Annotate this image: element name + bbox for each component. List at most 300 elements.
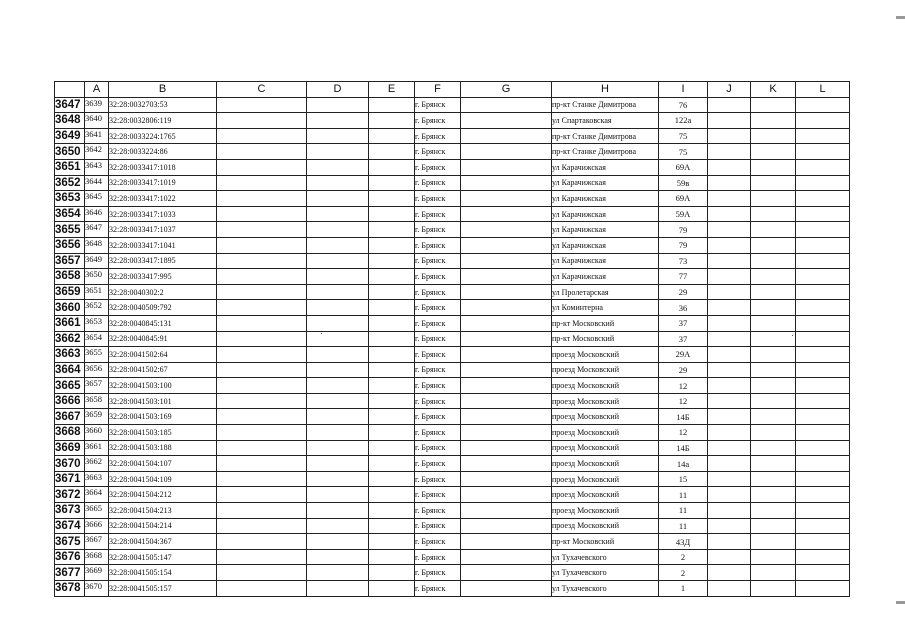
cell-cadastral-number: 32:28:0033417:1041 [109, 237, 217, 253]
cell-k [751, 175, 796, 191]
cell-a: 3667 [85, 534, 109, 550]
row-number-cell: 3663 [55, 347, 85, 363]
cell-c [217, 331, 307, 347]
cell-city: г. Брянск [415, 253, 461, 269]
cell-cadastral-number: 32:28:0041505:154 [109, 565, 217, 581]
cell-k [751, 331, 796, 347]
cell-j [708, 113, 751, 129]
cell-house-number: 15 [659, 471, 708, 487]
cell-d [307, 393, 369, 409]
cell-city: г. Брянск [415, 191, 461, 207]
cell-c [217, 487, 307, 503]
cell-e [369, 284, 415, 300]
cell-l [796, 144, 850, 160]
column-header-c: C [217, 82, 307, 98]
column-header-f: F [415, 82, 461, 98]
cell-house-number: 79 [659, 222, 708, 238]
cell-a: 3661 [85, 440, 109, 456]
cell-c [217, 284, 307, 300]
spreadsheet-table [54, 81, 850, 597]
cell-street: ул Спартаковская [552, 113, 659, 129]
table-row [55, 425, 850, 441]
cell-city: г. Брянск [415, 503, 461, 519]
cell-l [796, 471, 850, 487]
cell-k [751, 347, 796, 363]
cell-d [307, 206, 369, 222]
table-row [55, 315, 850, 331]
cell-a: 3658 [85, 393, 109, 409]
cell-house-number: 11 [659, 487, 708, 503]
cell-a: 3662 [85, 456, 109, 472]
cell-c [217, 456, 307, 472]
column-header-row [55, 82, 850, 98]
cell-city: г. Брянск [415, 378, 461, 394]
row-number-cell: 3670 [55, 456, 85, 472]
table-row [55, 393, 850, 409]
cell-d [307, 409, 369, 425]
cell-a: 3651 [85, 284, 109, 300]
cell-house-number: 14Б [659, 409, 708, 425]
cell-e [369, 113, 415, 129]
row-number-cell: 3672 [55, 487, 85, 503]
cell-city: г. Брянск [415, 237, 461, 253]
cell-house-number: 12 [659, 393, 708, 409]
cell-g [461, 347, 552, 363]
cell-l [796, 222, 850, 238]
cell-k [751, 144, 796, 160]
cell-city: г. Брянск [415, 518, 461, 534]
cell-cadastral-number: 32:28:0041502:67 [109, 362, 217, 378]
cell-l [796, 487, 850, 503]
row-number-cell: 3666 [55, 393, 85, 409]
cell-g [461, 222, 552, 238]
cell-d [307, 253, 369, 269]
cell-g [461, 128, 552, 144]
cell-j [708, 175, 751, 191]
cell-cadastral-number: 32:28:0041505:147 [109, 549, 217, 565]
cell-d [307, 191, 369, 207]
cell-city: г. Брянск [415, 175, 461, 191]
cell-l [796, 300, 850, 316]
cell-j [708, 471, 751, 487]
cell-l [796, 425, 850, 441]
column-header-d: D [307, 82, 369, 98]
table-row [55, 113, 850, 129]
cell-e [369, 487, 415, 503]
cell-house-number: 14а [659, 456, 708, 472]
cell-k [751, 300, 796, 316]
cell-a: 3641 [85, 128, 109, 144]
cell-house-number: 73 [659, 253, 708, 269]
cell-street: ул Карачижская [552, 175, 659, 191]
cell-city: г. Брянск [415, 471, 461, 487]
cell-e [369, 378, 415, 394]
cell-a: 3649 [85, 253, 109, 269]
cell-city: г. Брянск [415, 113, 461, 129]
cell-l [796, 378, 850, 394]
cell-city: г. Брянск [415, 284, 461, 300]
row-number-cell: 3673 [55, 503, 85, 519]
cell-k [751, 362, 796, 378]
cell-cadastral-number: 32:28:0033417:1037 [109, 222, 217, 238]
cell-c [217, 393, 307, 409]
cell-a: 3645 [85, 191, 109, 207]
cell-l [796, 347, 850, 363]
cell-j [708, 581, 751, 597]
cell-city: г. Брянск [415, 159, 461, 175]
cell-city: г. Брянск [415, 409, 461, 425]
cell-city: г. Брянск [415, 456, 461, 472]
table-row [55, 269, 850, 285]
cell-c [217, 581, 307, 597]
cell-j [708, 206, 751, 222]
cell-cadastral-number: 32:28:0033224:86 [109, 144, 217, 160]
table-body [55, 97, 850, 596]
cell-l [796, 503, 850, 519]
cell-street: ул Коминтерна [552, 300, 659, 316]
cell-j [708, 393, 751, 409]
cell-street: проезд Московский [552, 456, 659, 472]
cell-cadastral-number: 32:28:0041504:109 [109, 471, 217, 487]
cell-e [369, 393, 415, 409]
row-number-cell: 3665 [55, 378, 85, 394]
cell-street: пр-кт Станке Димитрова [552, 128, 659, 144]
cell-cadastral-number: 32:28:0033417:1022 [109, 191, 217, 207]
table-row [55, 284, 850, 300]
cell-j [708, 331, 751, 347]
cell-c [217, 409, 307, 425]
cell-c [217, 549, 307, 565]
cell-city: г. Брянск [415, 300, 461, 316]
table-row [55, 456, 850, 472]
cell-c [217, 159, 307, 175]
cell-l [796, 97, 850, 113]
cell-l [796, 456, 850, 472]
cell-g [461, 503, 552, 519]
cell-e [369, 471, 415, 487]
row-number-cell: 3661 [55, 315, 85, 331]
cell-g [461, 581, 552, 597]
cell-cadastral-number: 32:28:0033417:1019 [109, 175, 217, 191]
cell-city: г. Брянск [415, 206, 461, 222]
cell-house-number: 79 [659, 237, 708, 253]
column-header-j: J [708, 82, 751, 98]
cell-k [751, 113, 796, 129]
cell-house-number: 11 [659, 503, 708, 519]
row-number-cell: 3653 [55, 191, 85, 207]
cell-cadastral-number: 32:28:0032703:53 [109, 97, 217, 113]
cell-house-number: 77 [659, 269, 708, 285]
cell-k [751, 393, 796, 409]
cell-d [307, 362, 369, 378]
cell-house-number: 76 [659, 97, 708, 113]
header-corner-cell [55, 82, 85, 98]
cell-e [369, 144, 415, 160]
cell-k [751, 534, 796, 550]
row-number-cell: 3659 [55, 284, 85, 300]
cell-k [751, 128, 796, 144]
cell-l [796, 581, 850, 597]
cell-l [796, 237, 850, 253]
cell-a: 3648 [85, 237, 109, 253]
cell-cadastral-number: 32:28:0033224:1765 [109, 128, 217, 144]
row-number-cell: 3655 [55, 222, 85, 238]
cell-street: проезд Московский [552, 362, 659, 378]
cell-d [307, 549, 369, 565]
cell-house-number: 59А [659, 206, 708, 222]
cell-k [751, 518, 796, 534]
cell-k [751, 581, 796, 597]
cell-l [796, 565, 850, 581]
cell-e [369, 253, 415, 269]
cell-c [217, 128, 307, 144]
cell-house-number: 122а [659, 113, 708, 129]
column-header-k: K [751, 82, 796, 98]
cell-d [307, 471, 369, 487]
cell-l [796, 518, 850, 534]
cell-house-number: 1 [659, 581, 708, 597]
cell-l [796, 440, 850, 456]
cell-c [217, 425, 307, 441]
cell-street: ул Тухачевского [552, 565, 659, 581]
cell-street: проезд Московский [552, 409, 659, 425]
table-row [55, 503, 850, 519]
cell-d [307, 581, 369, 597]
cell-c [217, 315, 307, 331]
cell-l [796, 284, 850, 300]
table-row [55, 534, 850, 550]
cell-cadastral-number: 32:28:0033417:1895 [109, 253, 217, 269]
cell-j [708, 378, 751, 394]
cell-a: 3657 [85, 378, 109, 394]
cell-j [708, 518, 751, 534]
cell-c [217, 206, 307, 222]
cell-city: г. Брянск [415, 440, 461, 456]
cell-k [751, 487, 796, 503]
cell-a: 3653 [85, 315, 109, 331]
cell-city: г. Брянск [415, 581, 461, 597]
cell-a: 3655 [85, 347, 109, 363]
cell-city: г. Брянск [415, 549, 461, 565]
cell-k [751, 222, 796, 238]
cell-c [217, 253, 307, 269]
cell-city: г. Брянск [415, 269, 461, 285]
cell-j [708, 425, 751, 441]
cell-e [369, 237, 415, 253]
cell-l [796, 534, 850, 550]
row-number-cell: 3664 [55, 362, 85, 378]
table-row [55, 518, 850, 534]
cell-d [307, 347, 369, 363]
cell-house-number: 75 [659, 144, 708, 160]
table-row [55, 331, 850, 347]
cell-l [796, 393, 850, 409]
cell-g [461, 269, 552, 285]
cell-a: 3659 [85, 409, 109, 425]
cell-k [751, 471, 796, 487]
cell-g [461, 331, 552, 347]
table-row [55, 175, 850, 191]
cell-g [461, 487, 552, 503]
cell-street: ул Карачижская [552, 191, 659, 207]
scan-edge-mark [896, 601, 905, 604]
cell-street: ул Карачижская [552, 206, 659, 222]
cell-g [461, 393, 552, 409]
cell-e [369, 440, 415, 456]
cell-d [307, 565, 369, 581]
cell-g [461, 362, 552, 378]
cell-k [751, 191, 796, 207]
cell-l [796, 362, 850, 378]
cell-house-number: 14Б [659, 440, 708, 456]
cell-street: ул Карачижская [552, 222, 659, 238]
cell-a: 3650 [85, 269, 109, 285]
cell-e [369, 315, 415, 331]
cell-street: пр-кт Станке Димитрова [552, 97, 659, 113]
cell-j [708, 503, 751, 519]
cell-c [217, 347, 307, 363]
table-row [55, 128, 850, 144]
cell-g [461, 159, 552, 175]
cell-a: 3639 [85, 97, 109, 113]
cell-street: ул Карачижская [552, 237, 659, 253]
cell-city: г. Брянск [415, 144, 461, 160]
cell-c [217, 113, 307, 129]
cell-city: г. Брянск [415, 362, 461, 378]
column-header-g: G [461, 82, 552, 98]
cell-city: г. Брянск [415, 347, 461, 363]
cell-e [369, 347, 415, 363]
cell-d [307, 113, 369, 129]
cell-c [217, 97, 307, 113]
cell-c [217, 191, 307, 207]
cell-cadastral-number: 32:28:0041502:64 [109, 347, 217, 363]
cell-city: г. Брянск [415, 128, 461, 144]
cell-house-number: 59в [659, 175, 708, 191]
cell-a: 3666 [85, 518, 109, 534]
cell-j [708, 300, 751, 316]
cell-j [708, 144, 751, 160]
cell-k [751, 456, 796, 472]
cell-g [461, 549, 552, 565]
cell-g [461, 534, 552, 550]
cell-d [307, 518, 369, 534]
cell-g [461, 518, 552, 534]
cell-cadastral-number: 32:28:0041504:107 [109, 456, 217, 472]
cell-j [708, 284, 751, 300]
cell-e [369, 128, 415, 144]
cell-e [369, 175, 415, 191]
column-header-b: B [109, 82, 217, 98]
row-number-cell: 3656 [55, 237, 85, 253]
cell-a: 3646 [85, 206, 109, 222]
row-number-cell: 3652 [55, 175, 85, 191]
cell-c [217, 237, 307, 253]
table-row [55, 300, 850, 316]
cell-c [217, 269, 307, 285]
cell-d [307, 269, 369, 285]
cell-k [751, 409, 796, 425]
table-row [55, 206, 850, 222]
cell-cadastral-number: 32:28:0041505:157 [109, 581, 217, 597]
cell-j [708, 456, 751, 472]
cell-street: пр-кт Московский [552, 534, 659, 550]
cell-e [369, 222, 415, 238]
cell-street: проезд Московский [552, 378, 659, 394]
cell-j [708, 222, 751, 238]
cell-k [751, 159, 796, 175]
cell-c [217, 144, 307, 160]
cell-d [307, 97, 369, 113]
cell-k [751, 503, 796, 519]
cell-street: проезд Московский [552, 471, 659, 487]
row-number-cell: 3654 [55, 206, 85, 222]
cell-j [708, 237, 751, 253]
cell-e [369, 331, 415, 347]
cell-c [217, 362, 307, 378]
cell-k [751, 97, 796, 113]
cell-cadastral-number: 32:28:0041504:212 [109, 487, 217, 503]
cell-street: проезд Московский [552, 487, 659, 503]
table-row [55, 409, 850, 425]
cell-house-number: 36 [659, 300, 708, 316]
cell-g [461, 206, 552, 222]
table-row [55, 487, 850, 503]
table-row [55, 471, 850, 487]
cell-c [217, 222, 307, 238]
cell-g [461, 113, 552, 129]
cell-d [307, 144, 369, 160]
cell-e [369, 534, 415, 550]
cell-c [217, 565, 307, 581]
cell-d [307, 487, 369, 503]
cell-c [217, 534, 307, 550]
cell-street: пр-кт Московский [552, 315, 659, 331]
cell-cadastral-number: 32:28:0040509:792 [109, 300, 217, 316]
cell-l [796, 113, 850, 129]
cell-g [461, 425, 552, 441]
cell-street: ул Пролетарская [552, 284, 659, 300]
cell-l [796, 269, 850, 285]
cell-g [461, 253, 552, 269]
cell-l [796, 253, 850, 269]
cell-street: ул Карачижская [552, 253, 659, 269]
cell-g [461, 144, 552, 160]
cell-k [751, 440, 796, 456]
cell-j [708, 487, 751, 503]
row-number-cell: 3647 [55, 97, 85, 113]
row-number-cell: 3678 [55, 581, 85, 597]
cell-e [369, 409, 415, 425]
row-number-cell: 3660 [55, 300, 85, 316]
cell-l [796, 409, 850, 425]
cell-c [217, 440, 307, 456]
cell-j [708, 534, 751, 550]
cell-house-number: 2 [659, 549, 708, 565]
cell-g [461, 237, 552, 253]
cell-g [461, 456, 552, 472]
cell-house-number: 69А [659, 159, 708, 175]
cell-e [369, 206, 415, 222]
column-header-i: I [659, 82, 708, 98]
table-row [55, 549, 850, 565]
row-number-cell: 3675 [55, 534, 85, 550]
cell-j [708, 97, 751, 113]
cell-e [369, 269, 415, 285]
cell-house-number: 37 [659, 331, 708, 347]
cell-g [461, 378, 552, 394]
cell-d [307, 222, 369, 238]
